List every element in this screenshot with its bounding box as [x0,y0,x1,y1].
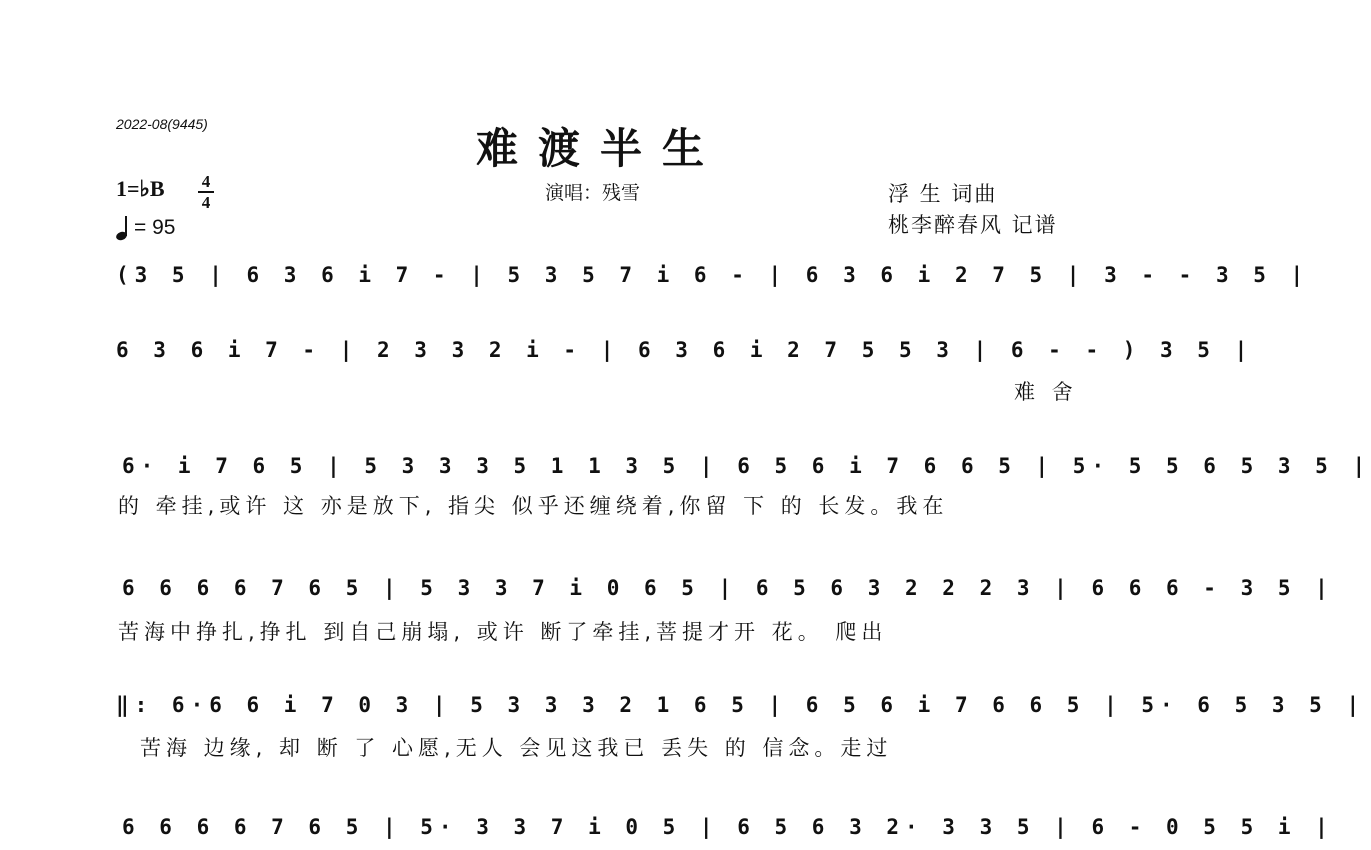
score-code: 2022-08(9445) [116,116,208,132]
tempo-value: = 95 [134,216,176,239]
lyrics-row-5: 苦海 边缘, 却 断 了 心愿,无人 会见这我已 丢失 的 信念。走过 [140,736,893,760]
notation-row-4: 6 6 6 6 7 6 5 | 5 3 3 7 i 0 6 5 | 6 5 6 3 2 2 2 3 | 6 6 6 - 3 5 | [122,576,1334,600]
singer-credit: 演唱：残雪 [545,182,641,204]
notation-row-3: 6· i 7 6 5 | 5 3 3 3 5 1 1 3 5 | 6 5 6 i 7 6 6 5 | 5· 5 5 6 5 3 5 | [122,454,1371,478]
composer-credit: 浮 生 词曲 [888,182,998,206]
notation-row-5: ‖: 6·6 6 i 7 0 3 | 5 3 3 3 2 1 6 5 | 6 5 6 i 7 6 6 5 | 5· 6 5 3 5 | [116,693,1366,717]
transcriber-credit: 桃李醉春风 记谱 [888,213,1058,237]
tempo-marking [116,216,175,240]
time-numerator: 4 [201,172,211,191]
quarter-note-icon [116,216,130,240]
lyrics-row-4: 苦海中挣扎,挣扎 到自己崩塌, 或许 断了牵挂,菩提才开 花。 爬出 [118,620,888,644]
notation-row-6: 6 6 6 6 7 6 5 | 5· 3 3 7 i 0 5 | 6 5 6 3 2· 3 3 5 | 6 - 0 5 5 i | [122,815,1334,839]
time-denominator: 4 [201,193,211,212]
time-signature [198,173,214,211]
song-title: 难渡半生 [475,124,724,173]
key-signature: 1=♭B [116,176,165,201]
notation-row-1: (3 5 | 6 3 6 i 7 - | 5 3 5 7 i 6 - | 6 3 6 i 2 7 5 | 3 - - 3 5 | [116,263,1310,287]
notation-row-2: 6 3 6 i 7 - | 2 3 3 2 i - | 6 3 6 i 2 7 5 5 3 | 6 - - ) 3 5 | [116,338,1254,362]
lyrics-row-2: 难 舍 [1014,380,1078,404]
lyrics-row-3: 的 牵挂,或许 这 亦是放下, 指尖 似乎还缠绕着,你留 下 的 长发。我在 [118,494,949,518]
